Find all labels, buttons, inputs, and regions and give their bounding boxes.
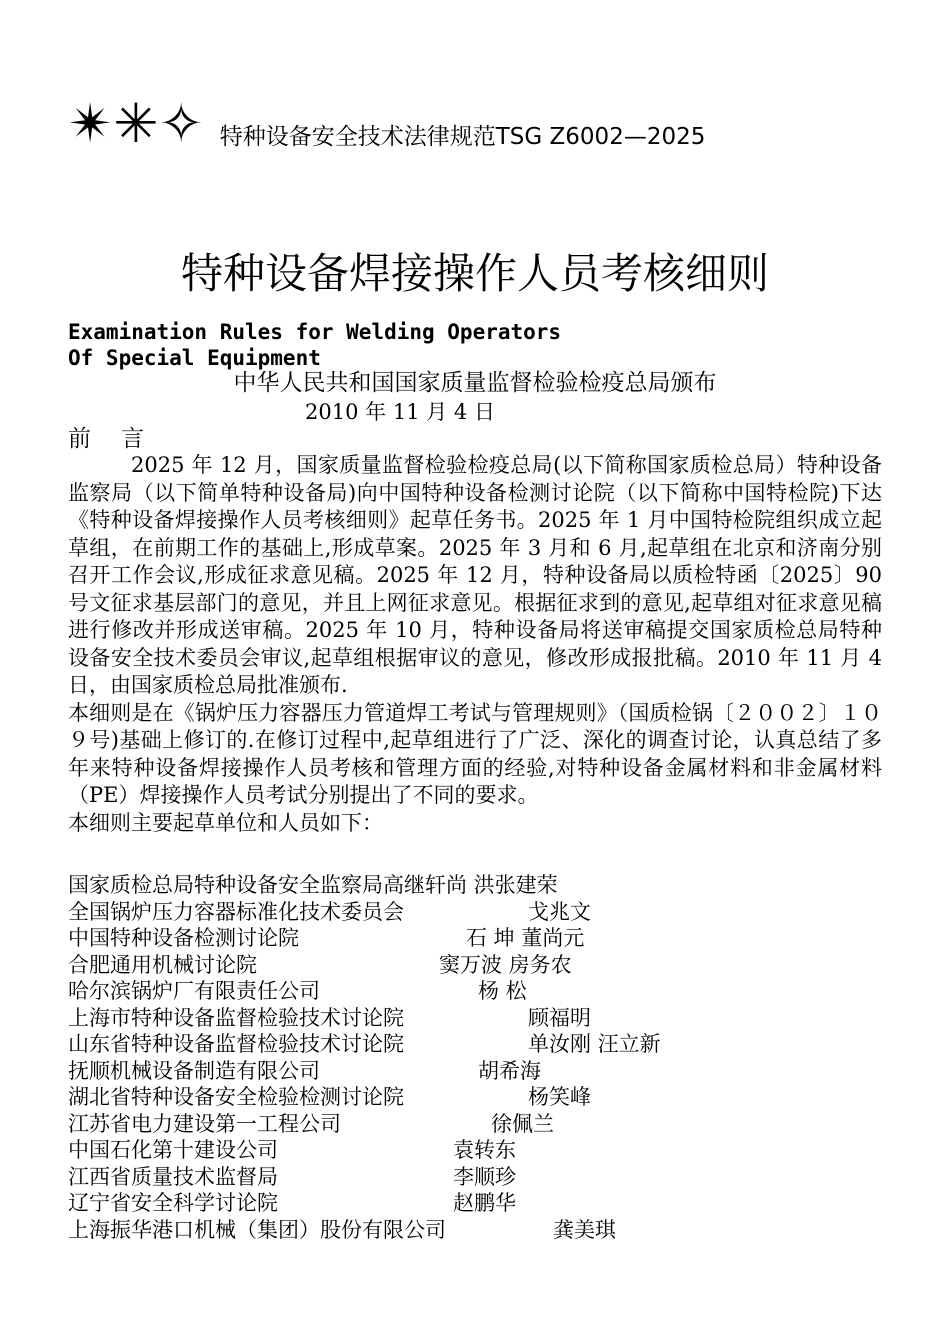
- english-title-line2: Of Special Equipment: [68, 346, 321, 370]
- drafter-org: 哈尔滨锅炉厂有限责任公司: [68, 979, 320, 1003]
- drafter-org: 上海振华港口机械（集团）股份有限公司: [68, 1217, 446, 1242]
- drafter-names: 徐佩兰: [491, 1111, 554, 1136]
- preface-heading: 前言: [68, 426, 174, 452]
- drafter-org: 中国特种设备检测讨论院: [68, 926, 299, 950]
- drafters-intro: 本细则主要起草单位和人员如下：: [68, 810, 383, 835]
- drafter-names: 杨笑峰: [528, 1085, 591, 1109]
- drafter-org: 辽宁省安全科学讨论院: [68, 1191, 278, 1215]
- drafter-names: 顾福明: [528, 1005, 591, 1030]
- drafter-names: 窦万波 房务农: [439, 952, 572, 977]
- drafter-org: 山东省特种设备监督检验技术讨论院: [68, 1032, 404, 1056]
- drafter-org: 全国锅炉压力容器标准化技术委员会: [68, 899, 404, 924]
- drafter-org: 抚顺机械设备制造有限公司: [68, 1058, 320, 1083]
- issue-date: 2010 年 11 月 4 日: [305, 400, 495, 424]
- drafter-org: 江西省质量技术监督局: [68, 1164, 278, 1189]
- issuer: 中华人民共和国国家质量监督检验检疫总局颁布: [233, 370, 717, 396]
- drafter-names: 胡希海: [478, 1058, 541, 1083]
- drafter-org: 上海市特种设备监督检验技术讨论院: [68, 1005, 404, 1030]
- drafter-names: 单汝刚 汪立新: [528, 1032, 661, 1056]
- drafter-names: 赵鹏华: [453, 1191, 516, 1215]
- drafter-org: 湖北省特种设备安全检验检测讨论院: [68, 1085, 404, 1109]
- english-title-line1: Examination Rules for Welding Operators: [68, 320, 562, 344]
- drafter-names: 李顺珍: [453, 1164, 516, 1189]
- drafter-org: 中国石化第十建设公司: [68, 1138, 278, 1162]
- preface-paragraph-1: 2025 年 12 月，国家质量监督检验检疫总局(以下简称国家质检总局）特种设备监察局（以下简单特种设备局)向中国特种设备检测讨论院（以下简称中国特检院)下达《特种设备焊接操作人员考核细则》起草任务书。2025 年 1 月中国特检院组织成立起草组，在前期工作的基础上,形成草案。2025 年 3 月和 6 月,起草组在北京和济南分别召开工作会议,形成征求意见稿。2025 年 12 月，特种设备局以质检特函〔2025〕90 号文征求基层部门的意见，并且上网征求意见。根据征求到的意见,起草组对征求意见稿进行修改并形成送审稿。2025 年 10 月，特种设备局将送审稿提交国家质检总局特种设备安全技术委员会审议,起草组根据审议的意见，修改形成报批稿。2010 年 11 月 4 日，由国家质检总局批准颁布.: [68, 453, 882, 697]
- decorative-stars-icon: ✴✳✧: [68, 92, 204, 155]
- drafter-names: 杨 松: [478, 979, 527, 1003]
- page-header: [68, 94, 705, 154]
- drafter-org: 合肥通用机械讨论院: [68, 952, 257, 977]
- drafter-org: 国家质检总局特种设备安全监察局高继轩尚 洪张建荣: [68, 873, 558, 897]
- preface-body: [68, 452, 882, 837]
- drafter-names: 袁转东: [453, 1138, 516, 1162]
- preface-paragraph-2: 本细则是在《锅炉压力容器压力管道焊工考试与管理规则》（国质检锅〔２００２〕１０９号)基础上修订的.在修订过程中,起草组进行了广泛、深化的调查讨论，认真总结了多年来特种设备焊接操作人员考核和管理方面的经验,对特种设备金属材料和非金属材料（PE）焊接操作人员考试分别提出了不同的要求。: [68, 700, 882, 807]
- drafter-names: 石 坤 董尚元: [466, 926, 585, 950]
- document-title: 特种设备焊接操作人员考核细则: [180, 249, 769, 298]
- drafter-names: 戈兆文: [528, 899, 591, 924]
- drafter-org: 江苏省电力建设第一工程公司: [68, 1111, 341, 1136]
- standard-code: 特种设备安全技术法律规范TSG Z6002—2025: [219, 123, 706, 150]
- drafter-names: 龚美琪: [553, 1217, 616, 1242]
